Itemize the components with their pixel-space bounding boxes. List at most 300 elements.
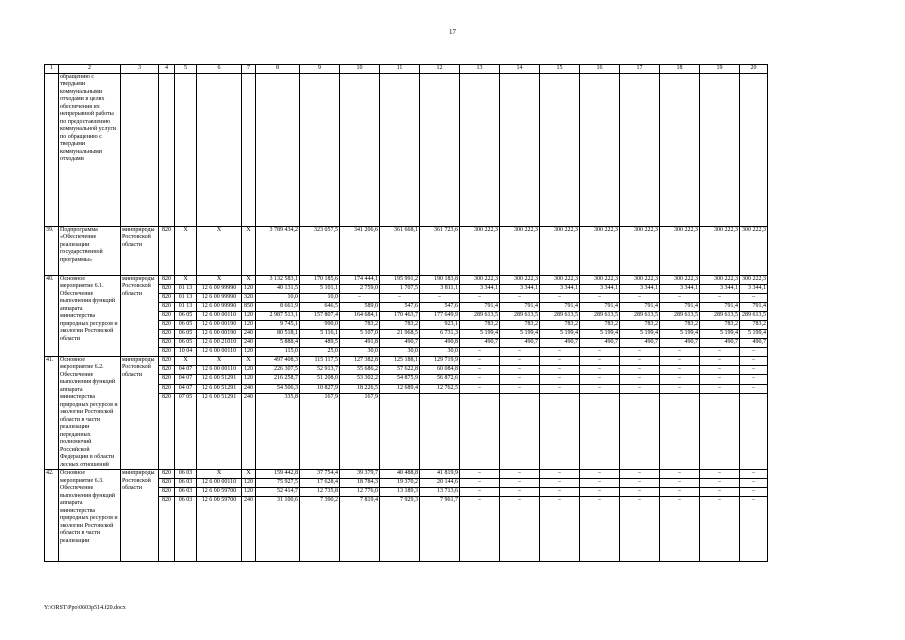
column-header: 20 <box>740 65 768 74</box>
value-cell: 12 6 00 51291 <box>197 393 242 469</box>
value-cell: – <box>660 347 700 356</box>
value-cell: 646,5 <box>300 302 340 311</box>
column-header: 13 <box>460 65 500 74</box>
value-cell: – <box>620 384 660 393</box>
value-cell <box>500 393 540 469</box>
value-cell: – <box>460 470 500 479</box>
value-cell: 783,2 <box>380 320 420 329</box>
value-cell: 5 101,1 <box>300 284 340 293</box>
value-cell: – <box>660 488 700 497</box>
value-cell: 51 208,0 <box>300 375 340 384</box>
executor: минприроды Ростовской области <box>121 470 159 562</box>
value-cell: 820 <box>159 365 175 374</box>
value-cell: 489,5 <box>300 338 340 347</box>
value-cell: 12 6 00 00190 <box>197 320 242 329</box>
value-cell: 491,8 <box>340 338 380 347</box>
value-cell: 791,4 <box>540 302 580 311</box>
value-cell: 5 199,4 <box>740 329 768 338</box>
value-cell <box>380 393 420 469</box>
value-cell: 06 05 <box>175 320 197 329</box>
value-cell: 18 784,3 <box>340 479 380 488</box>
value-cell: – <box>660 365 700 374</box>
value-cell: 820 <box>159 275 175 284</box>
value-cell: 06 05 <box>175 329 197 338</box>
value-cell: 923,1 <box>420 320 460 329</box>
value-cell: 490,7 <box>740 338 768 347</box>
footer-path: Y:\ORST\Ppo\0603p514.f20.docx <box>44 605 126 611</box>
value-cell: 820 <box>159 384 175 393</box>
value-cell: 300 222,3 <box>500 226 540 275</box>
value-cell: 3 344,1 <box>500 284 540 293</box>
value-cell: 56 872,6 <box>420 375 460 384</box>
value-cell: – <box>700 470 740 479</box>
value-cell: – <box>500 497 540 562</box>
table-row <box>45 470 768 479</box>
value-cell: 54 875,9 <box>380 375 420 384</box>
value-cell: 300 222,3 <box>740 226 768 275</box>
value-cell: 547,6 <box>420 302 460 311</box>
value-cell: 04 07 <box>175 384 197 393</box>
value-cell: 17 628,4 <box>300 479 340 488</box>
column-header: 14 <box>500 65 540 74</box>
value-cell: 06 05 <box>175 338 197 347</box>
value-cell: – <box>460 375 500 384</box>
value-cell: 157 807,4 <box>300 311 340 320</box>
value-cell: 7 929,3 <box>380 497 420 562</box>
value-cell: Х <box>242 470 256 479</box>
value-cell: 490,7 <box>660 338 700 347</box>
value-cell: – <box>620 365 660 374</box>
value-cell: 791,4 <box>740 302 768 311</box>
value-cell: 300 222,3 <box>700 275 740 284</box>
value-cell: 06 03 <box>175 488 197 497</box>
value-cell: – <box>620 497 660 562</box>
value-cell: – <box>740 375 768 384</box>
value-cell: 10,0 <box>256 293 300 302</box>
value-cell: – <box>700 375 740 384</box>
value-cell: 289 613,5 <box>620 311 660 320</box>
value-cell: 490,7 <box>540 338 580 347</box>
value-cell: 5 116,1 <box>300 329 340 338</box>
row-number: 39. <box>45 226 59 275</box>
value-cell: – <box>620 375 660 384</box>
value-cell: 783,2 <box>660 320 700 329</box>
value-cell: – <box>580 347 620 356</box>
value-cell: – <box>700 497 740 562</box>
executor: минприроды Ростовской области <box>121 226 159 275</box>
value-cell: 3 344,1 <box>580 284 620 293</box>
value-cell: 120 <box>242 479 256 488</box>
page-number: 17 <box>449 28 456 36</box>
value-cell: – <box>700 488 740 497</box>
value-cell: – <box>660 497 700 562</box>
value-cell: 19 370,2 <box>380 479 420 488</box>
value-cell: – <box>740 293 768 302</box>
value-cell: 820 <box>159 356 175 365</box>
table-row <box>45 226 768 275</box>
executor: минприроды Ростовской области <box>121 356 159 470</box>
value-cell: – <box>580 488 620 497</box>
value-cell: – <box>700 479 740 488</box>
value-cell: – <box>580 479 620 488</box>
value-cell: – <box>500 470 540 479</box>
value-cell: 12 6 00 00110 <box>197 365 242 374</box>
value-cell: 323 057,5 <box>300 226 340 275</box>
value-cell: 240 <box>242 384 256 393</box>
value-cell: 12 6 00 99990 <box>197 302 242 311</box>
value-cell: 3 344,1 <box>620 284 660 293</box>
value-cell: 820 <box>159 311 175 320</box>
value-cell: 300 222,3 <box>580 226 620 275</box>
value-cell <box>420 393 460 469</box>
value-cell: 5 199,4 <box>700 329 740 338</box>
value-cell: 40 131,5 <box>256 284 300 293</box>
value-cell: 12 762,5 <box>420 384 460 393</box>
value-cell: 5 199,4 <box>540 329 580 338</box>
value-cell: 547,6 <box>380 302 420 311</box>
value-cell: 129 719,9 <box>420 356 460 365</box>
value-cell: – <box>420 293 460 302</box>
value-cell: 120 <box>242 311 256 320</box>
value-cell: 820 <box>159 338 175 347</box>
value-cell: – <box>500 375 540 384</box>
value-cell: 3 344,1 <box>740 284 768 293</box>
value-cell: 820 <box>159 284 175 293</box>
table-row <box>45 275 768 284</box>
value-cell: 490,8 <box>420 338 460 347</box>
column-header: 15 <box>540 65 580 74</box>
value-cell: 791,4 <box>580 302 620 311</box>
value-cell: – <box>460 347 500 356</box>
column-header: 11 <box>380 65 420 74</box>
value-cell: 07 05 <box>175 393 197 469</box>
value-cell: 164 684,1 <box>340 311 380 320</box>
value-cell: 300 222,3 <box>460 226 500 275</box>
value-cell: 167,9 <box>340 393 380 469</box>
value-cell: – <box>580 356 620 365</box>
value-cell: 5 199,4 <box>580 329 620 338</box>
value-cell: Х <box>197 470 242 479</box>
executor: минприроды Ростовской области <box>121 275 159 356</box>
column-header: 17 <box>620 65 660 74</box>
value-cell <box>740 393 768 469</box>
value-cell: 39 379,7 <box>340 470 380 479</box>
value-cell: – <box>740 497 768 562</box>
value-cell: – <box>660 356 700 365</box>
value-cell: 490,7 <box>500 338 540 347</box>
value-cell: 589,0 <box>340 302 380 311</box>
value-cell: 12 6 00 00110 <box>197 347 242 356</box>
value-cell: 170 463,7 <box>380 311 420 320</box>
value-cell: 54 506,3 <box>256 384 300 393</box>
value-cell <box>540 393 580 469</box>
value-cell: 120 <box>242 375 256 384</box>
value-cell: 120 <box>242 365 256 374</box>
value-cell: 289 613,5 <box>580 311 620 320</box>
budget-table <box>44 64 768 562</box>
value-cell: – <box>540 347 580 356</box>
value-cell: – <box>700 347 740 356</box>
value-cell: 783,2 <box>460 320 500 329</box>
value-cell: 5 888,4 <box>256 338 300 347</box>
value-cell: 06 03 <box>175 470 197 479</box>
column-header: 6 <box>197 65 242 74</box>
value-cell: Х <box>197 226 242 275</box>
value-cell: – <box>620 347 660 356</box>
value-cell: 289 613,5 <box>660 311 700 320</box>
value-cell: 01 13 <box>175 284 197 293</box>
row-number: 41. <box>45 356 59 470</box>
value-cell: – <box>540 479 580 488</box>
value-cell: 320 <box>242 293 256 302</box>
value-cell: 5 199,4 <box>460 329 500 338</box>
value-cell: – <box>620 293 660 302</box>
value-cell: 820 <box>159 302 175 311</box>
value-cell: 12 6 00 99990 <box>197 284 242 293</box>
value-cell: – <box>740 347 768 356</box>
column-header: 3 <box>121 65 159 74</box>
value-cell: – <box>460 365 500 374</box>
value-cell: 20 144,6 <box>420 479 460 488</box>
value-cell: 490,7 <box>380 338 420 347</box>
value-cell: – <box>460 293 500 302</box>
value-cell: 06 03 <box>175 497 197 562</box>
value-cell: – <box>460 356 500 365</box>
value-cell: 127 382,8 <box>340 356 380 365</box>
value-cell: 300 222,3 <box>660 275 700 284</box>
value-cell: 820 <box>159 226 175 275</box>
value-cell: 820 <box>159 329 175 338</box>
column-header: 19 <box>700 65 740 74</box>
value-cell: 120 <box>242 347 256 356</box>
value-cell: 52 414,7 <box>256 488 300 497</box>
value-cell: 125 188,1 <box>380 356 420 365</box>
value-cell: 300 222,3 <box>580 275 620 284</box>
value-cell: – <box>540 356 580 365</box>
value-cell: 7 390,2 <box>300 497 340 562</box>
table-body <box>45 65 768 562</box>
value-cell: 80 518,1 <box>256 329 300 338</box>
value-cell: 783,2 <box>500 320 540 329</box>
value-cell: 120 <box>242 320 256 329</box>
value-cell: – <box>580 384 620 393</box>
value-cell: – <box>500 384 540 393</box>
value-cell: 30,0 <box>380 347 420 356</box>
value-cell: 490,7 <box>700 338 740 347</box>
value-cell: 783,2 <box>700 320 740 329</box>
value-cell: 289 613,5 <box>740 311 768 320</box>
value-cell <box>460 393 500 469</box>
value-cell: – <box>540 497 580 562</box>
value-cell: 240 <box>242 393 256 469</box>
value-cell: 240 <box>242 329 256 338</box>
column-header: 9 <box>300 65 340 74</box>
value-cell: Х <box>175 226 197 275</box>
value-cell: 37 754,4 <box>300 470 340 479</box>
value-cell: 12 6 00 00110 <box>197 311 242 320</box>
column-header: 16 <box>580 65 620 74</box>
value-cell: – <box>740 470 768 479</box>
value-cell: 57 622,8 <box>380 365 420 374</box>
value-cell: – <box>540 488 580 497</box>
value-cell: 5 199,4 <box>500 329 540 338</box>
column-header: 8 <box>256 65 300 74</box>
value-cell: 31 100,6 <box>256 497 300 562</box>
value-cell: 12 689,4 <box>380 384 420 393</box>
value-cell: 04 07 <box>175 375 197 384</box>
value-cell: 300 222,3 <box>540 275 580 284</box>
value-cell: 783,2 <box>620 320 660 329</box>
value-cell: – <box>500 356 540 365</box>
value-cell <box>620 393 660 469</box>
column-header: 12 <box>420 65 460 74</box>
value-cell: Х <box>175 356 197 365</box>
value-cell: – <box>540 470 580 479</box>
column-header: 1 <box>45 65 59 74</box>
value-cell: 791,4 <box>500 302 540 311</box>
value-cell: 120 <box>242 284 256 293</box>
value-cell: 5 199,4 <box>620 329 660 338</box>
value-cell: Х <box>197 275 242 284</box>
value-cell: 06 03 <box>175 479 197 488</box>
value-cell: 06 05 <box>175 311 197 320</box>
value-cell: 820 <box>159 479 175 488</box>
value-cell: 01 13 <box>175 302 197 311</box>
value-cell: – <box>660 293 700 302</box>
column-header: 5 <box>175 65 197 74</box>
value-cell: 820 <box>159 320 175 329</box>
value-cell: 820 <box>159 470 175 479</box>
value-cell: 04 07 <box>175 365 197 374</box>
value-cell: 216 258,7 <box>256 375 300 384</box>
activity-name: Основное мероприятие 6.1. Обеспечение выполнения функций аппарата министерства природных ресурсов и экологии Ростовской области <box>59 275 121 356</box>
value-cell: – <box>660 479 700 488</box>
value-cell: – <box>340 293 380 302</box>
value-cell: 300 222,3 <box>740 275 768 284</box>
value-cell: 75 927,5 <box>256 479 300 488</box>
value-cell: 1 707,5 <box>380 284 420 293</box>
value-cell: 3 132 583,1 <box>256 275 300 284</box>
value-cell: Х <box>197 356 242 365</box>
value-cell: 361 723,6 <box>420 226 460 275</box>
value-cell: 3 344,1 <box>660 284 700 293</box>
value-cell: 167,9 <box>300 393 340 469</box>
row-number: 42. <box>45 470 59 562</box>
value-cell: – <box>540 293 580 302</box>
continuation-row <box>45 73 768 226</box>
value-cell: 289 613,5 <box>460 311 500 320</box>
value-cell: 3 344,1 <box>460 284 500 293</box>
value-cell: 490,7 <box>460 338 500 347</box>
value-cell: 3 789 434,2 <box>256 226 300 275</box>
value-cell: 115,0 <box>256 347 300 356</box>
value-cell: 3 344,1 <box>540 284 580 293</box>
column-header: 7 <box>242 65 256 74</box>
value-cell: 300 222,3 <box>620 275 660 284</box>
value-cell: 30,0 <box>420 347 460 356</box>
value-cell: – <box>460 497 500 562</box>
value-cell: 2 987 513,1 <box>256 311 300 320</box>
value-cell: 2 759,0 <box>340 284 380 293</box>
value-cell: 10 827,9 <box>300 384 340 393</box>
value-cell: 289 613,5 <box>700 311 740 320</box>
value-cell: 12 6 00 00110 <box>197 479 242 488</box>
value-cell: 361 668,1 <box>380 226 420 275</box>
value-cell: 12 735,8 <box>300 488 340 497</box>
value-cell: Х <box>175 275 197 284</box>
value-cell: 190 183,8 <box>420 275 460 284</box>
value-cell: Х <box>242 226 256 275</box>
activity-name: Основное мероприятие 6.3. Обеспечение выполнения функций аппарата министерства природных ресурсов и экологии Ростовской области в части реализации <box>59 470 121 562</box>
value-cell: 783,2 <box>580 320 620 329</box>
value-cell: 12 6 00 59700 <box>197 497 242 562</box>
value-cell: 289 613,5 <box>540 311 580 320</box>
value-cell: 120 <box>242 488 256 497</box>
value-cell: – <box>620 470 660 479</box>
value-cell: 01 13 <box>175 293 197 302</box>
value-cell: 13 713,6 <box>420 488 460 497</box>
value-cell: Х <box>242 356 256 365</box>
value-cell: – <box>660 384 700 393</box>
value-cell: – <box>700 356 740 365</box>
value-cell: – <box>460 479 500 488</box>
value-cell <box>660 393 700 469</box>
value-cell: – <box>700 293 740 302</box>
column-header: 2 <box>59 65 121 74</box>
value-cell: 5 107,0 <box>340 329 380 338</box>
activity-name: Основное мероприятие 6.2. Обеспечение выполнения функций аппарата министерства природных ресурсов и экологии Ростовской области в части реализации переданных полномочий Российской Федерации в области лесных отношений <box>59 356 121 470</box>
header-row <box>45 65 768 74</box>
value-cell: 3 344,1 <box>700 284 740 293</box>
value-cell: 240 <box>242 497 256 562</box>
value-cell: 177 649,9 <box>420 311 460 320</box>
value-cell: 10,0 <box>300 293 340 302</box>
value-cell: 12 6 00 00190 <box>197 329 242 338</box>
value-cell: 791,4 <box>620 302 660 311</box>
value-cell: – <box>740 356 768 365</box>
value-cell: – <box>500 347 540 356</box>
value-cell: – <box>540 365 580 374</box>
value-cell: 289 613,5 <box>500 311 540 320</box>
value-cell: 25,0 <box>300 347 340 356</box>
value-cell: 783,2 <box>340 320 380 329</box>
value-cell: 300 222,3 <box>460 275 500 284</box>
value-cell: 12 6 00 51291 <box>197 384 242 393</box>
value-cell: – <box>580 365 620 374</box>
value-cell: 240 <box>242 338 256 347</box>
value-cell: 7 819,4 <box>340 497 380 562</box>
value-cell: 10 04 <box>175 347 197 356</box>
value-cell: – <box>700 384 740 393</box>
value-cell: – <box>580 470 620 479</box>
value-cell: – <box>500 365 540 374</box>
value-cell: 791,4 <box>700 302 740 311</box>
value-cell: – <box>740 488 768 497</box>
value-cell: Х <box>242 275 256 284</box>
value-cell <box>700 393 740 469</box>
value-cell: 8 661,9 <box>256 302 300 311</box>
value-cell: 990,0 <box>300 320 340 329</box>
value-cell: 490,7 <box>580 338 620 347</box>
value-cell: 174 444,1 <box>340 275 380 284</box>
value-cell: – <box>660 375 700 384</box>
value-cell: 21 968,5 <box>380 329 420 338</box>
value-cell: 783,2 <box>540 320 580 329</box>
value-cell: 820 <box>159 393 175 469</box>
value-cell: 820 <box>159 375 175 384</box>
value-cell: 60 084,8 <box>420 365 460 374</box>
value-cell: 791,4 <box>460 302 500 311</box>
